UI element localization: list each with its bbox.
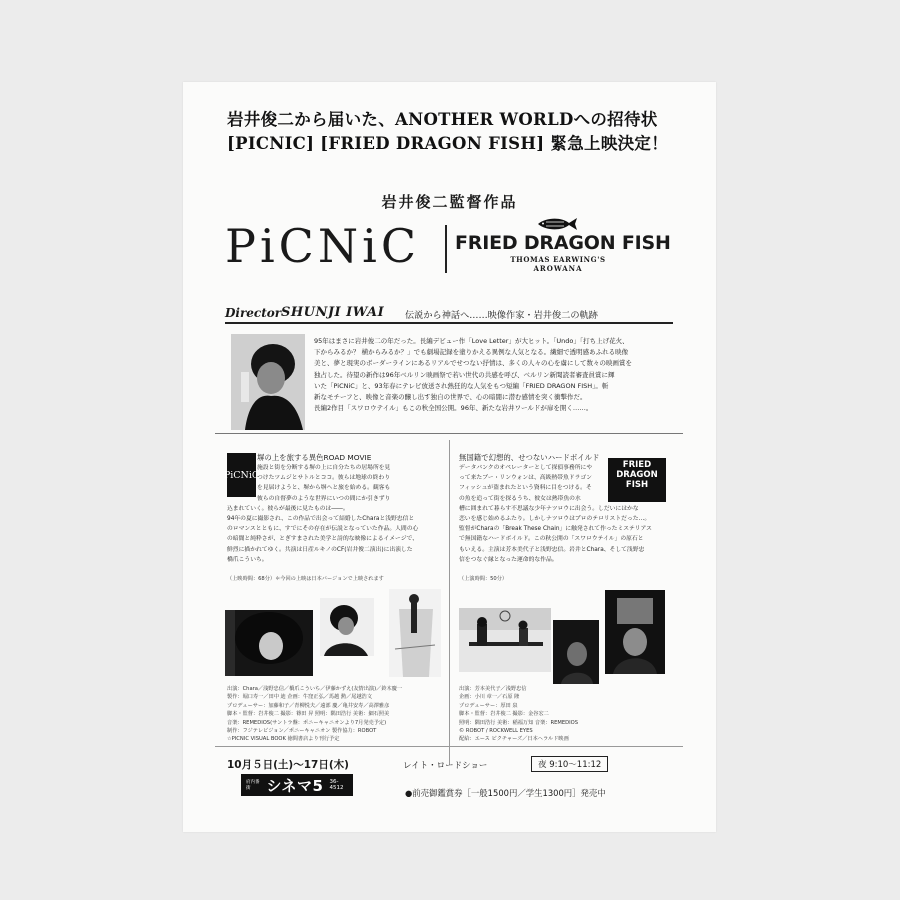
fdf-line: 恋いを感じ始めるふたり。しかしナツロウはプロのテロリストだった…。 — [459, 516, 651, 523]
section-rule — [215, 433, 683, 434]
fdf-credit-line: 配給：エース ピクチャーズ／日本ヘラルド映画 — [459, 736, 569, 743]
fdf-line: 監督がCharaの「Break These Chain」に触発されて作ったミステリアス — [459, 526, 652, 533]
fdf-line: って来たブー・リンウォンは、高級熱帯魚ドラゴン — [459, 475, 592, 482]
fdf-credit-line: 出演：芳本美代子／浅野忠信 — [459, 686, 527, 692]
fdf-line: の魚を追って街を探るうち、彼女は熱帯魚の水 — [459, 495, 581, 502]
picnic-credit-line: 音楽：REMEDIOS(サントラ盤：ポニーキャニオンより7月発売予定) — [227, 719, 387, 726]
picnic-line: 94年の夏に撮影され、この作品で出会って結婚したCharaと浅野忠信と — [227, 516, 415, 523]
headline-line1: 岩井俊二から届いた、ANOTHER WORLDへの招待状 — [227, 110, 658, 129]
director-rule — [225, 322, 673, 324]
picnic-credit-line: 制作：フジテレビジョン／ポニーキャニオン 製作協力：ROBOT — [227, 728, 377, 735]
director-name: SHUNJI IWAI — [281, 305, 385, 320]
picnic-line: の暗闇と純粋さが、とぎすまされた美学と詩的な映像によるイメージで、 — [227, 536, 419, 543]
theater-logo — [241, 774, 353, 796]
fdf-badge-line: DRAGON — [616, 469, 658, 480]
picnic-credit-line: 出演：Chara／浅野忠信／橋爪こういち／伊藤かずえ(友情出演)／鈴木慶一 — [227, 686, 403, 692]
fdf-credit-line: 照明：隅田浩行 美術：稲福万知 音楽：REMEDIOS — [459, 719, 579, 726]
intro-line: 新なモチーフと、映像と音楽の醸し出す独自の世界で、心の暗闇に潜む感情を突く衝撃作だ。 — [314, 393, 587, 402]
fdf-badge-line: FRIED — [622, 460, 652, 470]
fdf-line: 槽に囲まれて暮らす不思議な少年ナツロウに出会う。しだいにはかな — [459, 505, 639, 512]
picnic-credit-line: ☆PICNIC VISUAL BOOK 徳間書店より刊行予定 — [227, 736, 340, 743]
picnic-credit-line: 脚本・監督：岩井俊二 撮影：篠田 昇 照明：隅田浩行 美術：細石照美 — [227, 711, 390, 718]
fdf-photo-3 — [605, 590, 665, 674]
column-divider — [449, 440, 450, 765]
picnic-line: のロマンスとともに、すでにその存在が伝説となっていた作品。人間の心 — [227, 526, 419, 533]
intro-line: 美と、夢と現実のボーダーラインにあるリアルでせつない抒情は、多くの人々の心を虜にして数々の映画賞を — [314, 359, 633, 368]
picnic-photo-3 — [389, 589, 441, 677]
fdf-credit-line: プロデューサー：厚田 泉 — [459, 702, 518, 709]
show-dates: 10月５日(土)～17日(木) — [227, 759, 349, 771]
picnic-line: を見届けようと、塀から塀へと旅を始める。観客も — [257, 485, 391, 492]
advance-ticket-info: ●前売御鑑賞券［一般1500円／学生1300円］発売中 — [405, 788, 606, 798]
arowana-fish-icon — [536, 216, 578, 232]
picnic-line: 彼らの自督夢のような世界にいつの間にか引きずり — [257, 495, 391, 502]
fdf-credit-line: © ROBOT / ROCKWELL EYES — [459, 728, 533, 735]
picnic-logo: PiCNiC — [225, 219, 421, 273]
headline-line2: [PICNIC] [FRIED DRAGON FISH] 緊急上映決定！ — [227, 134, 669, 153]
picnic-line: つけたツムジとサトルとココ。彼らは地球の終わり — [257, 475, 391, 482]
fdf-synopsis — [459, 460, 669, 565]
picnic-photo-2 — [320, 598, 374, 656]
picnic-line: 鮮烈に描かれてゆく。共演は日産ルキノのCF(岩井俊二演出)に出演した — [227, 546, 413, 553]
logo-divider — [445, 225, 447, 273]
picnic-credits — [227, 685, 402, 744]
picnic-photo-1 — [225, 610, 313, 676]
showtime-box: 夜 9:10〜11:12 — [531, 756, 608, 772]
fdf-logo: FRIED DRAGON FISH — [455, 232, 671, 254]
intro-line: 独占した。待望の新作は96年ベルリン映画祭で若い世代の共感を呼び、ベルリン新聞読者審査員賞に輝 — [314, 370, 615, 379]
fdf-credit-line: 企画：小川 章一／石原 隆 — [459, 694, 520, 701]
fdf-line: フィッシュが盗まれたという資料に目をつける。そ — [459, 485, 592, 492]
director-portrait — [231, 334, 305, 430]
fdf-line: データバンクのオペレーターとして探偵事務所にや — [459, 465, 593, 471]
director-label: Director — [225, 306, 282, 320]
fdf-line: 信をつなぐ縁となった運命的な作品。 — [459, 556, 558, 563]
picnic-badge: PiCNiC — [227, 453, 256, 497]
fdf-photo-2 — [553, 620, 599, 684]
picnic-line: 施設と街を分断する塀の上に自分たちの居場所を見 — [257, 465, 391, 471]
picnic-credit-line: 製作：堀口寿一／田中 迪 企画：牛窪正弘／馬越 勲／尾越浩文 — [227, 694, 373, 701]
picnic-synopsis — [213, 463, 445, 565]
intro-line: いた「PiCNiC」と、93年春にテレビ放送され熱狂的な人気をもつ短編「FRIED DRAGON FISH」。斬 — [314, 381, 609, 390]
fdf-badge-line: FISH — [625, 479, 649, 490]
theater-name: シネマ5 — [266, 776, 324, 795]
fdf-line: もいえる。主演は芳本美代子と浅野忠信。岩井とChara、そして浅野忠 — [459, 546, 645, 553]
fdf-heading: 無国籍で幻想的、せつないハードボイルド — [459, 453, 600, 462]
fdf-credit-line: 脚本・監督：岩井俊二 撮影：金谷宏二 — [459, 711, 549, 718]
intro-text — [314, 336, 666, 414]
picnic-line: 橋爪こういち。 — [227, 556, 268, 563]
intro-line: 下からみるか？ 横からみるか？」でも劇場記録を塗りかえる異例な人気となる。繊細で透明感あふれる映像 — [314, 348, 629, 357]
theater-phone: 36-4512 — [329, 779, 344, 791]
intro-line: 長編2作目「スワロウテイル」もこの秋全国公開。96年、新たな岩井ワールドが扉を開く……。 — [314, 404, 593, 413]
picnic-runtime: （上映時間：68分）＊今回の上映は日本バージョンで上映されます — [227, 576, 384, 582]
intro-line: 95年はまさに岩井俊二の年だった。長編デビュー作「Love Letter」が大ヒット。「Undo」「打ち上げ花火、 — [314, 337, 629, 345]
late-show-label: レイト・ロードショー — [403, 761, 488, 771]
director-works-label: 岩井俊二監督作品 — [381, 193, 518, 211]
picnic-credit-line: プロデューサー：加藤和子／青柳悦夫／遠部 慶／亀井安寿／高澤雅彦 — [227, 702, 390, 709]
director-tagline: 伝説から神話へ……映像作家・岩井俊二の軌跡 — [405, 310, 598, 321]
theater-prefix: 府内番街 — [246, 780, 260, 791]
fdf-photo-1 — [459, 608, 551, 672]
fdf-subtitle-1: THOMAS EARWING'S — [510, 255, 606, 264]
picnic-heading: 塀の上を旅する異色ROAD MOVIE — [257, 453, 372, 462]
fdf-runtime: （上演時間：50分） — [459, 576, 508, 582]
fdf-line: で無国籍なハードボイルド。この秋公開の「スワロウテイル」の原石と — [459, 536, 644, 543]
fdf-credits — [459, 685, 578, 744]
flyer-sheet — [183, 82, 716, 832]
picnic-line: 込まれていく。彼らが最後に見たものは――。 — [227, 505, 349, 512]
fdf-subtitle-2: AROWANA — [533, 264, 583, 273]
footer-rule — [215, 746, 683, 747]
